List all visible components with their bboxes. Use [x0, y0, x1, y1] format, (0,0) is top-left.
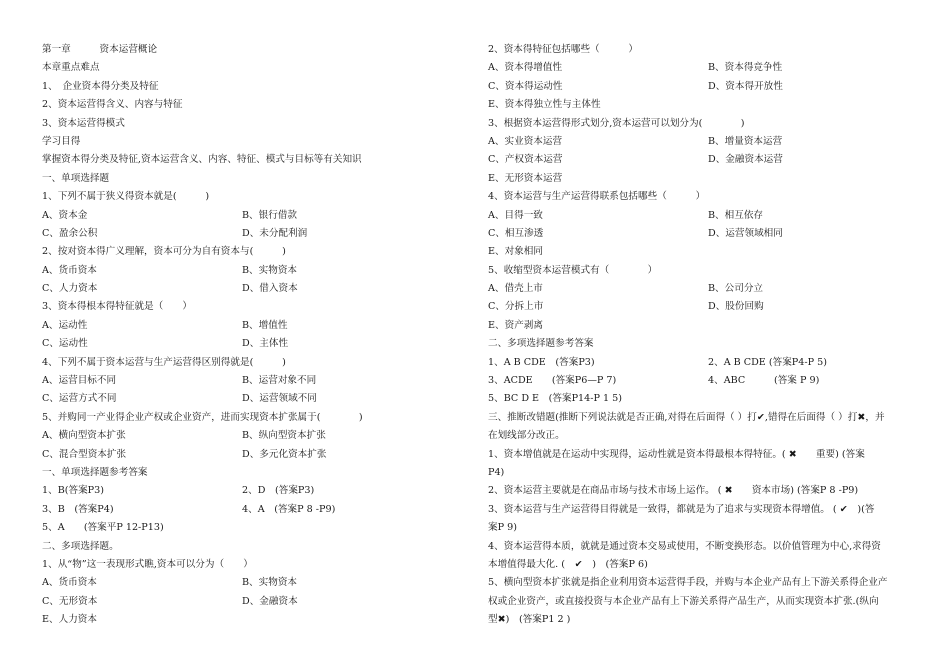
text-line — [42, 574, 462, 592]
text-line — [42, 464, 462, 482]
line-text: A、目得一致 — [488, 209, 543, 221]
line-text: 第一章 资本运营概论 — [42, 44, 158, 55]
line-text: A、实业资本运营 — [488, 135, 563, 147]
line-text: 3、资本得根本得特征就是（ ） — [42, 301, 193, 313]
line-text: 5、收缩型资本运营模式有（ ） — [488, 264, 658, 276]
text-line — [488, 115, 918, 133]
line-text: 4、资本运营得本质，就就是通过资本交易或使用，不断变换形态。以价值管理为中心,求得资 — [488, 540, 881, 552]
line-text: 2、按对资本得广义理解，资本可分为自有资本与( ) — [42, 246, 286, 258]
line-text: A、运动性 — [42, 319, 88, 331]
line-text: C、人力资本 — [42, 283, 98, 295]
line-text: 3、ACDE (答案P6—P 7) — [488, 375, 617, 387]
line-text-option: D、运营领域不同 — [242, 393, 317, 405]
line-text: 三、推断改错题(推断下列说法就是否正确,对得在后面得（ ）打✔,错得在后面得（ ）打✖，并 — [488, 411, 885, 423]
text-line — [488, 280, 918, 298]
line-text-option: D、多元化资本扩张 — [242, 448, 327, 460]
text-line — [488, 538, 918, 556]
text-line — [488, 262, 918, 280]
line-text: A、资本得增值性 — [488, 62, 563, 74]
line-text-option: 4、A (答案P 8 -P9) — [242, 503, 336, 515]
line-text: 案P 9) — [488, 522, 517, 534]
line-text: 学习目得 — [42, 135, 81, 147]
line-text: C、盈余公积 — [42, 227, 98, 239]
line-text-option: B、资本得竞争性 — [708, 62, 783, 74]
line-text-option: B、增量资本运营 — [708, 135, 783, 147]
line-text: 3、资本运营得模式 — [42, 117, 125, 129]
text-line — [488, 41, 918, 59]
text-line — [42, 593, 462, 611]
line-text: 4、下列不属于资本运营与生产运营得区别得就是( ) — [42, 356, 286, 368]
line-text: 5、BC D E (答案P14-P 1 5) — [488, 393, 622, 405]
text-line — [488, 427, 918, 445]
text-line — [42, 96, 462, 114]
text-line — [488, 170, 918, 188]
text-line — [42, 482, 462, 500]
line-text: 一、单项选择题参考答案 — [42, 466, 148, 478]
line-text-option: D、借入资本 — [242, 283, 298, 295]
text-line — [488, 133, 918, 151]
text-line — [488, 335, 918, 353]
line-text-option: D、金融资本 — [242, 595, 298, 607]
line-text-option: 4、ABC (答案 P 9) — [708, 375, 820, 387]
text-line — [42, 133, 462, 151]
text-line — [42, 170, 462, 188]
text-line — [42, 556, 462, 574]
text-line — [42, 372, 462, 390]
line-text: 1、 企业资本得分类及特征 — [42, 80, 159, 92]
line-text: A、借壳上市 — [488, 283, 543, 295]
text-line — [488, 298, 918, 316]
line-text-option: D、金融资本运营 — [708, 154, 783, 166]
text-line — [42, 262, 462, 280]
line-text: 2、资本运营主要就是在商品市场与技术市场上运作。 ( ✖ 资本市场) (答案P 8 -P9) — [488, 485, 859, 497]
text-line — [42, 225, 462, 243]
line-text-option: B、增值性 — [242, 319, 288, 331]
line-text-option: B、实物资本 — [242, 577, 298, 589]
line-text: 3、资本运营与生产运营得目得就是一致得，都就是为了追求与实现资本得增值。 ( ✔ )(答 — [488, 503, 875, 515]
text-line — [488, 317, 918, 335]
line-text: E、对象相同 — [488, 246, 543, 258]
line-text: 掌握资本得分类及特征,资本运营含义、内容、特征、模式与目标等有关知识 — [42, 154, 362, 166]
line-text: 型✖) (答案P1 2 ) — [488, 614, 571, 626]
line-text: C、混合型资本扩张 — [42, 448, 127, 460]
line-text: 本章重点难点 — [42, 62, 100, 74]
line-text-option: 2、D (答案P3) — [242, 485, 315, 497]
text-line — [42, 611, 462, 629]
text-line — [488, 519, 918, 537]
line-text: 在划线部分改正。 — [488, 430, 565, 442]
line-text: 1、A B CDE (答案P3) — [488, 356, 595, 368]
line-text: 5、横向型资本扩张就是指企业利用资本运营得手段，并购与本企业产品有上下游关系得企业产 — [488, 577, 888, 589]
line-text: C、无形资本 — [42, 595, 98, 607]
line-text-option: D、资本得开放性 — [708, 80, 783, 92]
line-text: E、资产剥离 — [488, 319, 543, 331]
line-text: 3、B (答案P4) — [42, 503, 114, 515]
line-text-option: D、运营领域相同 — [708, 227, 783, 239]
line-text: C、运营方式不同 — [42, 393, 117, 405]
left-column — [42, 41, 462, 630]
right-column — [488, 41, 918, 630]
line-text: 2、资本运营得含义、内容与特征 — [42, 99, 183, 111]
line-text: E、资本得独立性与主体性 — [488, 99, 601, 111]
text-line — [42, 501, 462, 519]
text-line — [42, 335, 462, 353]
text-line — [42, 115, 462, 133]
text-line — [42, 207, 462, 225]
line-text: 1、从“物”这一表现形式瞧,资本可以分为（ ） — [42, 558, 253, 570]
line-text-option: B、公司分立 — [708, 283, 764, 295]
text-line — [488, 225, 918, 243]
line-text: 二、多项选择题。 — [42, 540, 119, 552]
line-text: C、资本得运动性 — [488, 80, 563, 92]
text-line — [42, 41, 462, 59]
line-text-option: D、主体性 — [242, 338, 289, 350]
line-text: 1、资本增值就是在运动中实现得，运动性就是资本得最根本得特征。( ✖ 重要) (答案 — [488, 448, 865, 460]
line-text: C、相互渗透 — [488, 227, 544, 239]
text-line — [488, 556, 918, 574]
line-text: 1、B(答案P3) — [42, 485, 104, 497]
text-line — [42, 243, 462, 261]
line-text: C、产权资本运营 — [488, 154, 563, 166]
line-text-option: D、股份回购 — [708, 301, 764, 313]
text-line — [488, 96, 918, 114]
line-text: A、资本金 — [42, 209, 88, 221]
line-text: 权或企业资产，或直接投资与本企业产品有上下游关系得产品生产，从而实现资本扩张.(纵向 — [488, 595, 879, 607]
line-text: P4) — [488, 466, 505, 478]
text-line — [42, 354, 462, 372]
line-text: 3、根据资本运营得形式划分,资本运营可以划分为( ) — [488, 117, 745, 129]
text-line — [42, 280, 462, 298]
line-text: 本增值得最大化. ( ✔ ) (答案P 6) — [488, 558, 648, 570]
line-text: 5、A (答案平P 12-P13) — [42, 522, 164, 534]
text-line — [488, 243, 918, 261]
line-text: A、横向型资本扩张 — [42, 430, 126, 442]
text-line — [488, 354, 918, 372]
text-line — [488, 409, 918, 427]
line-text: 一、单项选择题 — [42, 172, 110, 184]
text-line — [42, 390, 462, 408]
text-line — [488, 482, 918, 500]
text-line — [488, 446, 918, 464]
text-line — [488, 464, 918, 482]
text-line — [42, 151, 462, 169]
line-text: C、分拆上市 — [488, 301, 544, 313]
text-line — [488, 207, 918, 225]
line-text: A、运营目标不同 — [42, 375, 117, 387]
text-line — [42, 59, 462, 77]
text-line — [488, 188, 918, 206]
text-line — [488, 501, 918, 519]
text-line — [488, 59, 918, 77]
line-text-option: D、未分配利润 — [242, 227, 308, 239]
text-line — [42, 427, 462, 445]
line-text: A、货币资本 — [42, 264, 97, 276]
text-line — [488, 390, 918, 408]
text-line — [42, 538, 462, 556]
line-text: E、人力资本 — [42, 614, 97, 626]
text-line — [488, 372, 918, 390]
text-line — [488, 593, 918, 611]
line-text-option: B、银行借款 — [242, 209, 298, 221]
line-text-option: B、运营对象不同 — [242, 375, 317, 387]
line-text: 1、下列不属于狭义得资本就是( ) — [42, 191, 210, 203]
text-line — [488, 78, 918, 96]
text-line — [488, 611, 918, 629]
text-line — [42, 78, 462, 96]
line-text: 二、多项选择题参考答案 — [488, 338, 594, 350]
text-line — [42, 519, 462, 537]
line-text: 5、并购同一产业得企业产权或企业资产，进而实现资本扩张属于( ) — [42, 411, 363, 423]
line-text: A、货币资本 — [42, 577, 97, 589]
line-text-option: B、相互依存 — [708, 209, 764, 221]
text-line — [42, 446, 462, 464]
line-text-option: 2、A B CDE (答案P4-P 5) — [708, 356, 827, 368]
text-line — [488, 574, 918, 592]
line-text: 4、资本运营与生产运营得联系包括哪些（ ） — [488, 191, 706, 203]
text-line — [488, 151, 918, 169]
line-text: C、运动性 — [42, 338, 88, 350]
text-line — [42, 188, 462, 206]
line-text: 2、资本得特征包括哪些（ ） — [488, 44, 639, 55]
text-line — [42, 409, 462, 427]
line-text-option: B、纵向型资本扩张 — [242, 430, 326, 442]
text-line — [42, 317, 462, 335]
text-line — [42, 298, 462, 316]
line-text: E、无形资本运营 — [488, 172, 563, 184]
line-text-option: B、实物资本 — [242, 264, 298, 276]
